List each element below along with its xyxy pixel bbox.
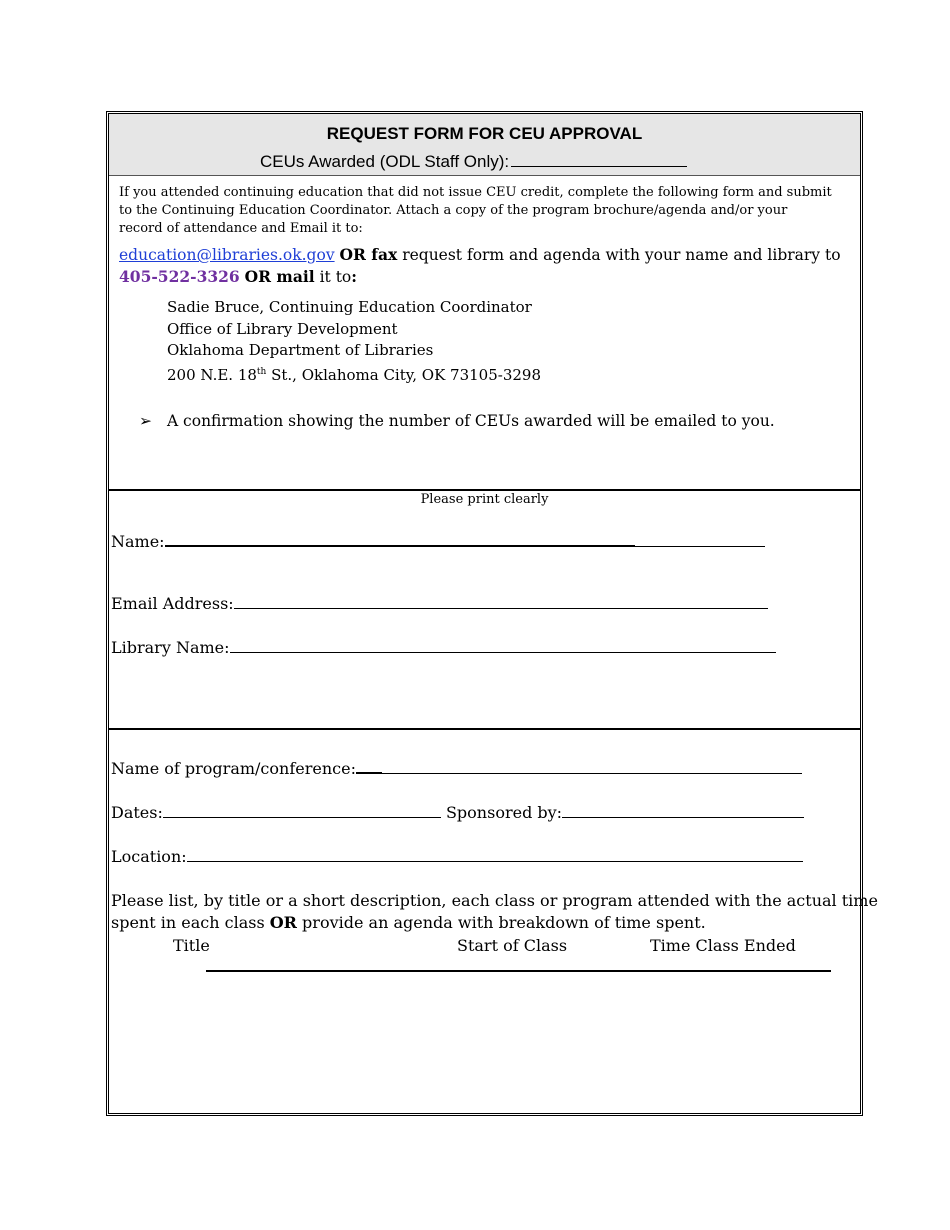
class-list-line [111,912,878,934]
mail-text: it to [319,268,352,286]
or-mail-label: OR mail [244,267,315,286]
class-list-instructions [111,890,878,934]
or-fax-label: OR fax [339,245,398,264]
location-line[interactable] [187,860,803,862]
address-line: Oklahoma Department of Libraries [167,341,434,359]
print-clearly-note: Please print clearly [420,492,549,507]
name-label: Name: [111,532,165,551]
confirmation-item [139,412,775,430]
email-link[interactable]: education@libraries.ok.gov [119,246,335,264]
email-address-field[interactable] [111,594,768,613]
contact-line [119,245,841,264]
column-end-header: Time Class Ended [650,936,796,955]
form-header [109,114,860,176]
mailing-address [167,297,541,386]
ceus-awarded-field[interactable] [260,152,687,172]
name-line[interactable] [165,544,635,547]
class-list-text: spent in each class [111,913,270,932]
dates-sponsor-row [111,803,804,822]
location-field[interactable] [111,847,803,866]
address-line: Office of Library Development [167,319,398,338]
email-address-line[interactable] [234,607,768,609]
program-name-line-start[interactable] [356,771,382,774]
instructions-line: If you attended continuing education that did not issue CEU credit, complete the following form and submit [119,185,832,200]
ceus-awarded-line[interactable] [511,166,687,167]
mail-colon: : [351,267,358,286]
column-title-header: Title [173,936,210,955]
instructions-line: record of attendance and Email it to: [119,221,363,236]
arrow-bullet-icon: ➢ [139,412,152,430]
address-line: Sadie Bruce, Continuing Education Coordinator [167,298,532,316]
dates-label: Dates: [111,803,163,822]
program-name-field[interactable] [111,759,802,778]
class-table-rule [206,970,831,972]
confirmation-text: A confirmation showing the number of CEUs awarded will be emailed to you. [166,412,775,430]
ceus-awarded-label: CEUs Awarded (ODL Staff Only): [260,152,510,171]
fax-number: 405-522-3326 [119,267,240,286]
email-address-label: Email Address: [111,594,234,613]
name-field[interactable] [111,532,765,551]
library-name-label: Library Name: [111,638,230,657]
class-list-text: provide an agenda with breakdown of time spent. [296,913,706,932]
address-city: St., Oklahoma City, OK 73105-3298 [266,365,542,384]
dates-line[interactable] [163,816,441,818]
fax-text: request form and agenda with your name and library to [402,246,841,264]
class-list-line: Please list, by title or a short description, each class or program attended with the actual time [111,891,878,910]
name-line-extension[interactable] [635,545,765,547]
sponsored-by-line[interactable] [562,816,804,818]
address-line [167,362,541,387]
fax-line [119,267,357,286]
section-divider [109,728,860,730]
sponsored-by-label: Sponsored by: [445,803,563,822]
form-title: REQUEST FORM FOR CEU APPROVAL [326,124,643,143]
library-name-line[interactable] [230,651,776,653]
address-ordinal: th [256,366,267,377]
library-name-field[interactable] [111,638,776,657]
section-divider [109,489,860,491]
location-label: Location: [111,847,187,866]
instructions-text [119,184,832,238]
address-street: 200 N.E. 18 [167,365,257,384]
column-start-header: Start of Class [457,936,568,955]
program-name-label: Name of program/conference: [111,759,356,778]
instructions-line: to the Continuing Education Coordinator. Attach a copy of the program brochure/agenda and/or your [119,203,788,218]
program-name-line[interactable] [382,772,802,774]
form-frame [106,111,878,1116]
or-label: OR [269,913,297,932]
